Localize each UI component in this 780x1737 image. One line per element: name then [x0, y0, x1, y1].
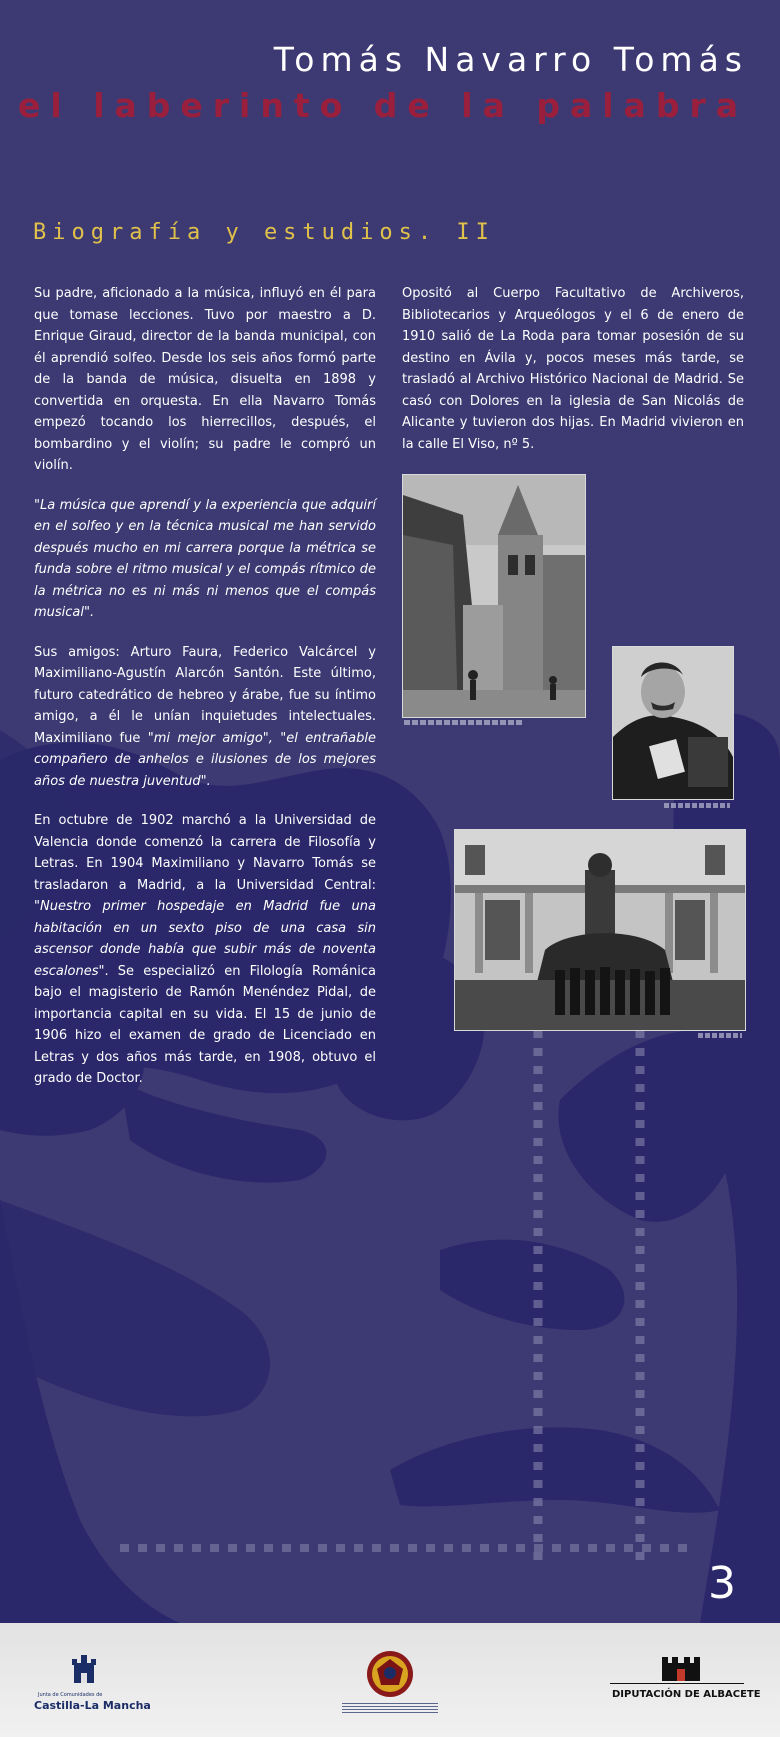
university-quote: "Nuestro primer hospedaje en Madrid fue una habitación en un sexto piso de una casa sin ascensor donde había que subir más de noventa escalones"	[34, 899, 376, 979]
left-column	[34, 283, 376, 1108]
quote-music: "La música que aprendí y la experiencia que adquirí en el solfeo y en la técnica musical me han servido después mucho en mi carrera porque la métrica se funda sobre el ritmo musical y el compás rítmico de la métrica no es ni más ni menos que el compás musical".	[34, 497, 376, 620]
seal-emblem-icon	[365, 1649, 415, 1699]
university-rest: . Se especializó en Filología Románica bajo el magisterio de Ramón Menéndez Pidal, de importancia capital en su vida. El 15 de junio de 1906 hizo el examen de grado de Licenciado en Letras y dos años más tarde, en 1908, obtuvo el grado de Doctor.	[34, 963, 376, 1086]
poster-title: Tomás Navarro Tomás	[273, 40, 748, 79]
right-column	[402, 283, 744, 473]
page-number: 3	[708, 1558, 736, 1609]
paragraph-childhood: Su padre, aficionado a la música, influyó en él para que tomase lecciones. Tuvo por maestro a D. Enrique Giraud, director de la banda municipal, con él aprendió solfeo. Desde los seis años formó parte de la banda de música, disuelta en 1898 y convertida en orquesta. En ella Navarro Tomás empezó tocando los hierrecillos, después, el bombardino y el violín; su padre le compró un violín.	[34, 286, 376, 473]
logo-castilla-la-mancha	[34, 1653, 151, 1723]
photo-university-courtyard	[454, 829, 746, 1031]
logo-seal	[342, 1649, 438, 1719]
paragraph-friends	[34, 642, 376, 793]
footer-logos	[0, 1623, 780, 1737]
paragraph-career: Opositó al Cuerpo Facultativo de Archiveros, Bibliotecarios y Arqueólogos y el 6 de enero de 1910 salió de La Roda para tomar posesión de su destino en Ávila y, pocos meses más tarde, se trasladó al Archivo Histórico Nacional de Madrid. Se casó con Dolores en la iglesia de San Nicolás de Alicante y tuvieron dos hijas. En Madrid vivieron en la calle El Viso, nº 5.	[402, 286, 744, 452]
castle-crest-icon	[66, 1653, 102, 1687]
university-text: En octubre de 1902 marchó a la Universidad de Valencia donde comenzó la carrera de Filosofía y Letras. En 1904 Maximiliano y Navarro Tomás se trasladaron a Madrid, a la Universidad Central:	[34, 813, 376, 893]
photo-portrait-caption	[664, 803, 730, 808]
logo-diputacion-albacete	[610, 1653, 761, 1723]
friends-text: Sus amigos: Arturo Faura, Federico Valcárcel y Maximiliano-Agustín Alarcón Santón. Este último, futuro catedrático de hebreo y árabe, fue su íntimo amigo, a él le unían inquietudes intelectuales. Maximiliano fue	[34, 644, 376, 746]
friends-quote: "mi mejor amigo", "el entrañable compañero de anhelos e ilusiones de los mejores años de nuestra juventud".	[34, 730, 376, 789]
photo-university-caption	[698, 1033, 742, 1038]
photo-church-caption	[404, 720, 524, 725]
poster-subtitle: el laberinto de la palabra	[18, 86, 748, 125]
castle-icon	[658, 1653, 704, 1681]
logo-left-text: Castilla-La Mancha	[34, 1699, 151, 1712]
paragraph-university	[34, 810, 376, 1090]
logo-right-text: DIPUTACIÓN DE ALBACETE	[612, 1689, 761, 1700]
photo-portrait	[612, 646, 734, 800]
logo-right-rule	[610, 1683, 744, 1684]
logo-left-small-text: Junta de Comunidades de	[38, 1692, 103, 1698]
section-title: Biografía y estudios. II	[33, 220, 495, 245]
seal-caption-lines	[342, 1703, 438, 1713]
photo-church-street	[402, 474, 586, 718]
